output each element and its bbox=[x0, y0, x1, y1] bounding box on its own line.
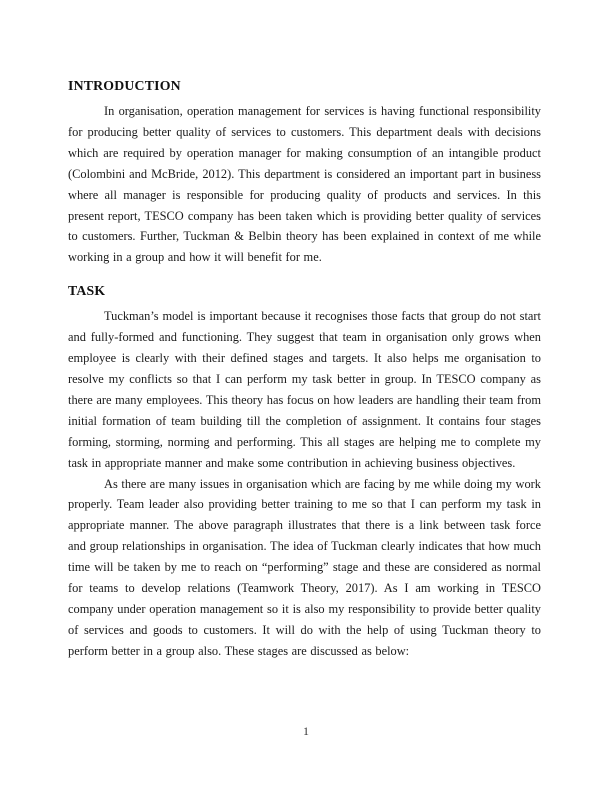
section-heading-introduction: INTRODUCTION bbox=[68, 78, 181, 93]
section-heading-task: TASK bbox=[68, 283, 106, 299]
introduction-paragraph: In organisation, operation management for services is having functional responsibility for producing better quality of services to customers. This department deals with decisions which are required by operation manager for making consumption of an intangible product (Colombini and McBride, 2012). This department is considered an important part in business where all manager is responsible for producing quality of products and services. In this present report, TESCO company has been taken which is providing better quality of services to customers. Further, Tuckman & Belbin theory has been explained in context of me while working in a group and how it will benefit for me. bbox=[68, 104, 541, 265]
document-content bbox=[68, 76, 541, 662]
task-paragraph-2: As there are many issues in organisation which are facing by me while doing my work properly. Team leader also providing better training to me so that I can perform my task in appropriate manner. The above paragraph illustrates that there is a link between task force and group relationships in organisation. The idea of Tuckman clearly indicates that how much time will be taken by me to reach on “performing” stage and these are considered as normal for teams to develop relations (Teamwork Theory, 2017). As I am working in TESCO company under operation management so it is also my responsibility to provide better quality of services and goods to customers. It will do with the help of using Tuckman theory to perform better in a group also. These stages are discussed as below: bbox=[68, 476, 541, 658]
page-number: 1 bbox=[303, 724, 309, 738]
task-paragraph-1: Tuckman’s model is important because it recognises those facts that group do not start and fully-formed and functioning. They suggest that team in organisation only grows when employee is clearly with their defined stages and targets. It also helps me organisation to resolve my conflicts so that I can perform my task better in group. In TESCO company as there are many employees. This theory has focus on how leaders are handling their team from initial formation of team building till the completion of assignment. It contains four stages forming, storming, norming and performing. This all stages are helping me to complete my task in appropriate manner and make some contribution in achieving business objectives. bbox=[68, 309, 541, 470]
